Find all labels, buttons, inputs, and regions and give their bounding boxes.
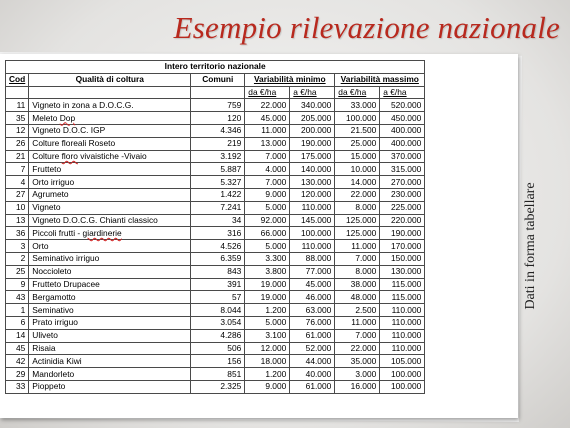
cell-comuni: 4.526 xyxy=(191,240,245,253)
cell-max-da: 8.000 xyxy=(335,265,380,278)
cell-max-a: 150.000 xyxy=(380,252,425,265)
cell-max-da: 125.000 xyxy=(335,214,380,227)
cell-cod: 43 xyxy=(6,291,29,304)
cell-comuni: 4.286 xyxy=(191,329,245,342)
table-row xyxy=(6,227,425,240)
cell-cod: 7 xyxy=(6,163,29,176)
cell-min-da: 19.000 xyxy=(245,278,290,291)
cell-min-da: 18.000 xyxy=(245,355,290,368)
cell-comuni: 851 xyxy=(191,368,245,381)
col-header-var-max: Variabilità massimo xyxy=(335,73,425,86)
cell-min-da: 3.800 xyxy=(245,265,290,278)
cell-max-da: 35.000 xyxy=(335,355,380,368)
cell-max-a: 110.000 xyxy=(380,342,425,355)
cell-comuni: 3.192 xyxy=(191,150,245,163)
cell-min-da: 4.000 xyxy=(245,163,290,176)
cell-qual: Colture floro vivaistiche -Vivaio xyxy=(29,150,191,163)
cell-qual: Bergamotto xyxy=(29,291,191,304)
cell-cod: 9 xyxy=(6,278,29,291)
cell-qual: Colture floreali Roseto xyxy=(29,137,191,150)
table-row xyxy=(6,99,425,112)
cell-comuni: 1.422 xyxy=(191,188,245,201)
table-row xyxy=(6,163,425,176)
cell-max-a: 170.000 xyxy=(380,240,425,253)
cell-max-a: 400.000 xyxy=(380,124,425,137)
cell-min-a: 140.000 xyxy=(290,163,335,176)
sub-max-da xyxy=(335,86,380,99)
cell-qual: Noccioleto xyxy=(29,265,191,278)
cell-min-da: 13.000 xyxy=(245,137,290,150)
cell-max-da: 21.500 xyxy=(335,124,380,137)
cell-min-a: 63.000 xyxy=(290,304,335,317)
cell-max-da: 7.000 xyxy=(335,252,380,265)
cell-min-a: 120.000 xyxy=(290,188,335,201)
cell-max-a: 400.000 xyxy=(380,137,425,150)
cell-max-a: 270.000 xyxy=(380,176,425,189)
cell-min-a: 190.000 xyxy=(290,137,335,150)
cell-min-a: 110.000 xyxy=(290,201,335,214)
cell-max-a: 115.000 xyxy=(380,291,425,304)
cell-comuni: 316 xyxy=(191,227,245,240)
cell-min-da: 5.000 xyxy=(245,240,290,253)
cell-max-da: 100.000 xyxy=(335,112,380,125)
cell-max-a: 315.000 xyxy=(380,163,425,176)
cell-max-da: 8.000 xyxy=(335,201,380,214)
cell-min-a: 175.000 xyxy=(290,150,335,163)
cell-comuni: 7.241 xyxy=(191,201,245,214)
cell-max-da: 38.000 xyxy=(335,278,380,291)
cell-comuni: 506 xyxy=(191,342,245,355)
land-value-table xyxy=(5,60,425,394)
cell-min-a: 52.000 xyxy=(290,342,335,355)
cell-max-a: 110.000 xyxy=(380,304,425,317)
cell-min-da: 3.100 xyxy=(245,329,290,342)
cell-min-da: 5.000 xyxy=(245,201,290,214)
table-row xyxy=(6,342,425,355)
cell-min-da: 66.000 xyxy=(245,227,290,240)
cell-cod: 36 xyxy=(6,227,29,240)
cell-max-a: 520.000 xyxy=(380,99,425,112)
sub-empty-qual xyxy=(29,86,191,99)
slide-title: Esempio rilevazione nazionale xyxy=(173,10,560,45)
cell-min-da: 45.000 xyxy=(245,112,290,125)
cell-max-a: 110.000 xyxy=(380,316,425,329)
cell-qual: Uliveto xyxy=(29,329,191,342)
cell-min-da: 9.000 xyxy=(245,188,290,201)
cell-min-a: 130.000 xyxy=(290,176,335,189)
cell-comuni: 5.887 xyxy=(191,163,245,176)
cell-min-a: 200.000 xyxy=(290,124,335,137)
sub-min-da-label: da €/ha xyxy=(248,86,277,97)
cell-cod: 26 xyxy=(6,137,29,150)
cell-comuni: 2.325 xyxy=(191,380,245,393)
cell-cod: 27 xyxy=(6,188,29,201)
table-row xyxy=(6,201,425,214)
col-header-var-min: Variabilità minimo xyxy=(245,73,335,86)
cell-qual: Seminativo xyxy=(29,304,191,317)
cell-comuni: 6.359 xyxy=(191,252,245,265)
cell-max-da: 14.000 xyxy=(335,176,380,189)
table-row xyxy=(6,316,425,329)
cell-comuni: 219 xyxy=(191,137,245,150)
cell-max-da: 11.000 xyxy=(335,240,380,253)
cell-min-a: 110.000 xyxy=(290,240,335,253)
cell-max-da: 7.000 xyxy=(335,329,380,342)
cell-cod: 14 xyxy=(6,329,29,342)
cell-cod: 33 xyxy=(6,380,29,393)
cell-qual: Vigneto xyxy=(29,201,191,214)
sub-max-da-label: da €/ha xyxy=(338,86,367,97)
cell-max-a: 100.000 xyxy=(380,368,425,381)
cell-qual: Mandorleto xyxy=(29,368,191,381)
col-header-comuni: Comuni xyxy=(191,73,245,86)
cell-qual: Orto xyxy=(29,240,191,253)
cell-max-a: 225.000 xyxy=(380,201,425,214)
cell-max-da: 33.000 xyxy=(335,99,380,112)
cell-max-da: 48.000 xyxy=(335,291,380,304)
cell-max-da: 15.000 xyxy=(335,150,380,163)
cell-max-a: 370.000 xyxy=(380,150,425,163)
cell-cod: 11 xyxy=(6,99,29,112)
table-row xyxy=(6,137,425,150)
cell-max-a: 230.000 xyxy=(380,188,425,201)
cell-qual: Seminativo irriguo xyxy=(29,252,191,265)
cell-cod: 21 xyxy=(6,150,29,163)
cell-qual: Piccoli frutti - giardinerie xyxy=(29,227,191,240)
table-row xyxy=(6,329,425,342)
cell-max-da: 2.500 xyxy=(335,304,380,317)
cell-min-da: 19.000 xyxy=(245,291,290,304)
cell-min-da: 7.000 xyxy=(245,176,290,189)
cell-min-da: 7.000 xyxy=(245,150,290,163)
col-header-qualita: Qualità di coltura xyxy=(29,73,191,86)
table-row xyxy=(6,214,425,227)
cell-min-da: 1.200 xyxy=(245,304,290,317)
table-row xyxy=(6,355,425,368)
cell-qual: Vigneto D.O.C.G. Chianti classico xyxy=(29,214,191,227)
cell-min-da: 5.000 xyxy=(245,316,290,329)
cell-max-da: 22.000 xyxy=(335,188,380,201)
cell-comuni: 5.327 xyxy=(191,176,245,189)
cell-min-a: 61.000 xyxy=(290,380,335,393)
table-panel xyxy=(0,54,518,418)
cell-max-a: 450.000 xyxy=(380,112,425,125)
group-header: Intero territorio nazionale xyxy=(6,61,425,74)
cell-comuni: 156 xyxy=(191,355,245,368)
table-row xyxy=(6,265,425,278)
cell-min-da: 92.000 xyxy=(245,214,290,227)
cell-cod: 6 xyxy=(6,316,29,329)
cell-max-a: 100.000 xyxy=(380,380,425,393)
cell-max-da: 10.000 xyxy=(335,163,380,176)
cell-comuni: 759 xyxy=(191,99,245,112)
sub-min-a xyxy=(290,86,335,99)
cell-max-da: 125.000 xyxy=(335,227,380,240)
cell-min-da: 22.000 xyxy=(245,99,290,112)
col-header-cod: Cod xyxy=(6,73,29,86)
sub-max-a xyxy=(380,86,425,99)
side-label xyxy=(520,176,542,316)
table-row xyxy=(6,278,425,291)
sub-min-da xyxy=(245,86,290,99)
cell-qual: Meleto Dop xyxy=(29,112,191,125)
table-row xyxy=(6,112,425,125)
cell-qual: Orto irriguo xyxy=(29,176,191,189)
table-row xyxy=(6,150,425,163)
cell-cod: 45 xyxy=(6,342,29,355)
cell-min-a: 46.000 xyxy=(290,291,335,304)
cell-cod: 25 xyxy=(6,265,29,278)
cell-comuni: 120 xyxy=(191,112,245,125)
cell-max-a: 130.000 xyxy=(380,265,425,278)
cell-min-da: 11.000 xyxy=(245,124,290,137)
cell-comuni: 391 xyxy=(191,278,245,291)
sub-empty-cod xyxy=(6,86,29,99)
table-row xyxy=(6,291,425,304)
cell-min-a: 88.000 xyxy=(290,252,335,265)
table-row xyxy=(6,176,425,189)
cell-comuni: 4.346 xyxy=(191,124,245,137)
cell-max-a: 190.000 xyxy=(380,227,425,240)
cell-min-a: 40.000 xyxy=(290,368,335,381)
cell-qual: Actinidia Kiwi xyxy=(29,355,191,368)
table-row xyxy=(6,304,425,317)
cell-cod: 2 xyxy=(6,252,29,265)
cell-min-a: 340.000 xyxy=(290,99,335,112)
cell-cod: 29 xyxy=(6,368,29,381)
cell-max-da: 3.000 xyxy=(335,368,380,381)
cell-min-a: 76.000 xyxy=(290,316,335,329)
cell-qual: Vigneto D.O.C. IGP xyxy=(29,124,191,137)
sub-max-a-label: a €/ha xyxy=(383,86,407,97)
cell-qual: Pioppeto xyxy=(29,380,191,393)
cell-min-a: 205.000 xyxy=(290,112,335,125)
cell-min-da: 12.000 xyxy=(245,342,290,355)
cell-min-da: 1.200 xyxy=(245,368,290,381)
table-row xyxy=(6,368,425,381)
cell-cod: 13 xyxy=(6,214,29,227)
table-row xyxy=(6,124,425,137)
cell-max-da: 16.000 xyxy=(335,380,380,393)
side-label-text: Dati in forma tabellare xyxy=(523,182,538,310)
cell-comuni: 57 xyxy=(191,291,245,304)
table-row xyxy=(6,380,425,393)
sub-min-a-label: a €/ha xyxy=(293,86,317,97)
table-row xyxy=(6,240,425,253)
cell-comuni: 3.054 xyxy=(191,316,245,329)
cell-qual: Risaia xyxy=(29,342,191,355)
cell-max-da: 11.000 xyxy=(335,316,380,329)
cell-max-a: 115.000 xyxy=(380,278,425,291)
cell-cod: 42 xyxy=(6,355,29,368)
cell-max-a: 105.000 xyxy=(380,355,425,368)
cell-cod: 3 xyxy=(6,240,29,253)
cell-min-a: 77.000 xyxy=(290,265,335,278)
cell-min-a: 145.000 xyxy=(290,214,335,227)
cell-cod: 12 xyxy=(6,124,29,137)
cell-cod: 10 xyxy=(6,201,29,214)
sub-empty-comuni xyxy=(191,86,245,99)
cell-cod: 1 xyxy=(6,304,29,317)
cell-comuni: 34 xyxy=(191,214,245,227)
cell-qual: Frutteto xyxy=(29,163,191,176)
cell-comuni: 843 xyxy=(191,265,245,278)
table-row xyxy=(6,252,425,265)
cell-qual: Vigneto in zona a D.O.C.G. xyxy=(29,99,191,112)
cell-cod: 35 xyxy=(6,112,29,125)
cell-max-a: 110.000 xyxy=(380,329,425,342)
cell-qual: Prato irriguo xyxy=(29,316,191,329)
cell-min-da: 3.300 xyxy=(245,252,290,265)
cell-cod: 4 xyxy=(6,176,29,189)
table-row xyxy=(6,188,425,201)
cell-min-a: 61.000 xyxy=(290,329,335,342)
cell-min-a: 45.000 xyxy=(290,278,335,291)
cell-comuni: 8.044 xyxy=(191,304,245,317)
cell-min-da: 9.000 xyxy=(245,380,290,393)
cell-max-da: 25.000 xyxy=(335,137,380,150)
cell-min-a: 44.000 xyxy=(290,355,335,368)
cell-qual: Frutteto Drupacee xyxy=(29,278,191,291)
table-body xyxy=(6,99,425,393)
cell-min-a: 100.000 xyxy=(290,227,335,240)
cell-max-a: 220.000 xyxy=(380,214,425,227)
cell-max-da: 22.000 xyxy=(335,342,380,355)
cell-qual: Agrumeto xyxy=(29,188,191,201)
